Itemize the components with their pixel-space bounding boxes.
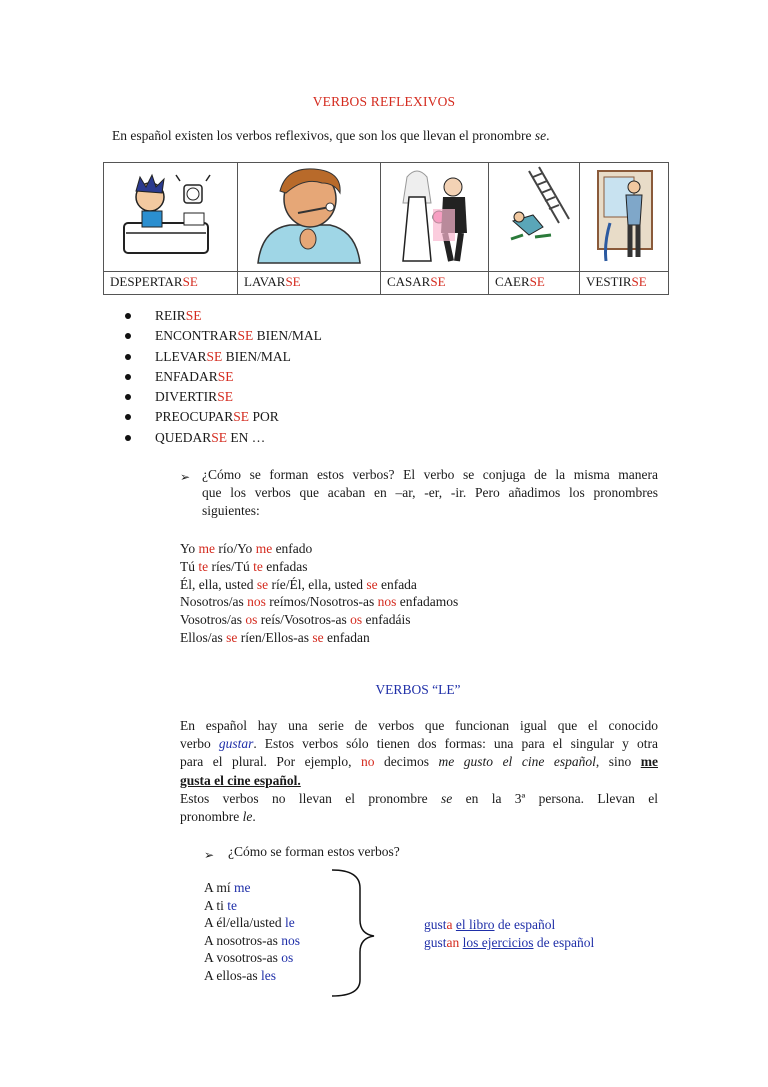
arrow-bullet-icon: ➢: [204, 848, 215, 862]
bullet-icon: [125, 354, 131, 360]
dressing-picture: [580, 163, 669, 272]
washing-picture: [238, 163, 381, 272]
list-item: A él/ella/usted le: [204, 915, 295, 931]
conjugation-line: Él, ella, usted se ríe/Él, ella, usted se enfada: [180, 576, 417, 592]
list-item: A nosotros-as nos: [204, 932, 301, 948]
list-item: ENCONTRARSE BIEN/MAL: [125, 326, 322, 346]
conjugation-line: Nosotros/as nos reímos/Nosotros-as nos enfadamos: [180, 594, 459, 610]
pronoun-list: [204, 879, 300, 985]
list-item: QUEDARSE EN …: [125, 428, 322, 448]
section-title: VERBOS “LE”: [375, 682, 461, 697]
examples: [424, 916, 594, 951]
wedding-picture: [381, 163, 489, 272]
list-item: A vosotros-as os: [204, 950, 294, 966]
curly-brace-icon: [328, 866, 378, 1000]
table-label: DESPERTARSE: [104, 272, 238, 295]
list-item: DIVERTIRSE: [125, 387, 322, 407]
example-line: gustan los ejercicios de español: [424, 934, 595, 950]
list-item: A mí me: [204, 880, 251, 895]
conjugation-line: Yo me río/Yo me enfado: [180, 541, 313, 556]
falling-picture: [489, 163, 580, 272]
reflexive-verb-list: [125, 306, 322, 448]
bullet-icon: [125, 435, 131, 441]
list-item: A ellos-as les: [204, 967, 276, 983]
list-item: ENFADARSE: [125, 367, 322, 387]
bullet-icon: [125, 394, 131, 400]
table-label: CAERSE: [489, 272, 580, 295]
intro-text: En español existen los verbos reflexivos, que son los que llevan el pronombre se.: [112, 128, 550, 143]
table-label: CASARSE: [381, 272, 489, 295]
list-item: A ti te: [204, 897, 238, 913]
conjugation-line: Ellos/as se ríen/Ellos-as se enfadan: [180, 629, 370, 645]
page-title: VERBOS REFLEXIVOS: [312, 94, 456, 109]
question-2: ¿Cómo se forman estos verbos?: [228, 844, 400, 859]
list-item: LLEVARSE BIEN/MAL: [125, 347, 322, 367]
table-label: LAVARSE: [238, 272, 381, 295]
list-item: REIRSE: [125, 306, 322, 326]
conjugation-line: Tú te ríes/Tú te enfadas: [180, 558, 308, 574]
bullet-icon: [125, 313, 131, 319]
bullet-icon: [125, 414, 131, 420]
waking-up-picture: [104, 163, 238, 272]
conjugation-line: Vosotros/as os reís/Vosotros-as os enfadáis: [180, 612, 411, 628]
bullet-icon: [125, 374, 131, 380]
list-item: PREOCUPARSE POR: [125, 407, 322, 427]
le-paragraph: En español hay una serie de verbos que funcionan igual que el conocido verbo gustar. Estos verbos sólo tienen dos formas: una para el singular y otra para el plural. Por ejemplo, no decimos me gusto el cine español, sino me gusta el cine español. Estos verbos no llevan el pronombre se en la 3ª persona. Llevan el pronombre le.: [180, 718, 658, 825]
arrow-bullet-icon: ➢: [180, 470, 191, 484]
table-label: VESTIRSE: [580, 272, 669, 295]
example-line: gusta el libro de español: [424, 917, 556, 932]
conjugation-list: [180, 540, 458, 647]
bullet-icon: [125, 333, 131, 339]
question-paragraph: ¿Cómo se forman estos verbos? El verbo se conjuga de la misma manera que los verbos que acaban en –ar, -er, -ir. Pero añadimos los pronombres siguientes:: [202, 467, 658, 519]
verbs-table: [103, 162, 669, 295]
